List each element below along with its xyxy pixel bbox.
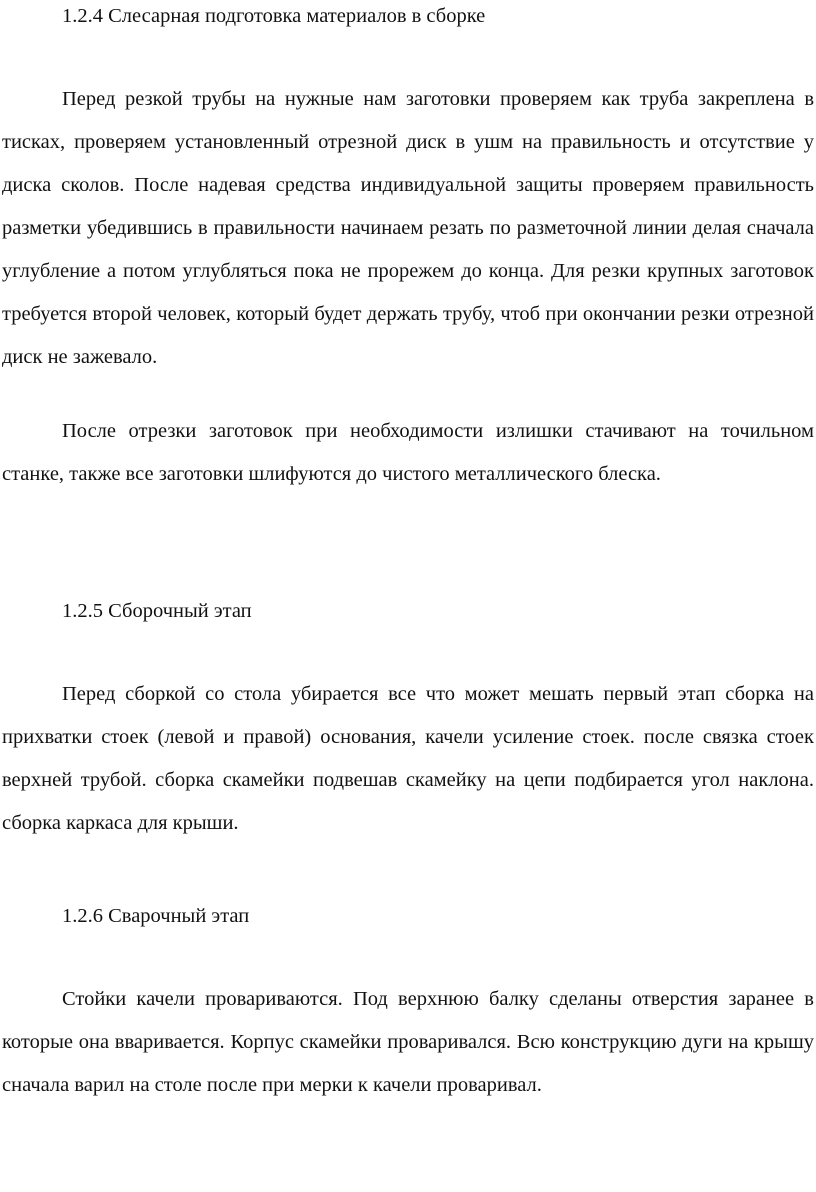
paragraph-assembly: Перед сборкой со стола убирается все что может мешать первый этап сборка на прихватки стоек (левой и правой) основания, качели усиление стоек. после связка стоек верхней трубой. сборка скамейки подвешав скамейку на цепи подбирается угол наклона. сборка каркаса для крыши. (2, 683, 814, 834)
paragraph-grinding: После отрезки заготовок при необходимости излишки стачивают на точильном станке, также все заготовки шлифуются до чистого металлического блеска. (2, 420, 814, 485)
section-heading-1-2-6: 1.2.6 Сварочный этап (62, 905, 250, 927)
paragraph-welding: Стойки качели провариваются. Под верхнюю балку сделаны отверстия заранее в которые она вваривается. Корпус скамейки проваривался. Всю конструкцию дуги на крышу сначала варил на столе после при мерки к качели проваривал. (2, 988, 814, 1096)
section-heading-1-2-4: 1.2.4 Слесарная подготовка материалов в сборке (62, 5, 486, 27)
section-heading-1-2-5: 1.2.5 Сборочный этап (62, 600, 252, 622)
paragraph-cutting-procedure: Перед резкой трубы на нужные нам заготовки проверяем как труба закреплена в тисках, проверяем установленный отрезной диск в ушм на правильность и отсутствие у диска сколов. После надевая средства индивидуальной защиты проверяем правильность разметки убедившись в правильности начинаем резать по разметочной линии делая сначала углубление а потом углубляться пока не прорежем до конца. Для резки крупных заготовок требуется второй человек, который будет держать трубу, чтоб при окончании резки отрезной диск не зажевало. (2, 88, 814, 368)
